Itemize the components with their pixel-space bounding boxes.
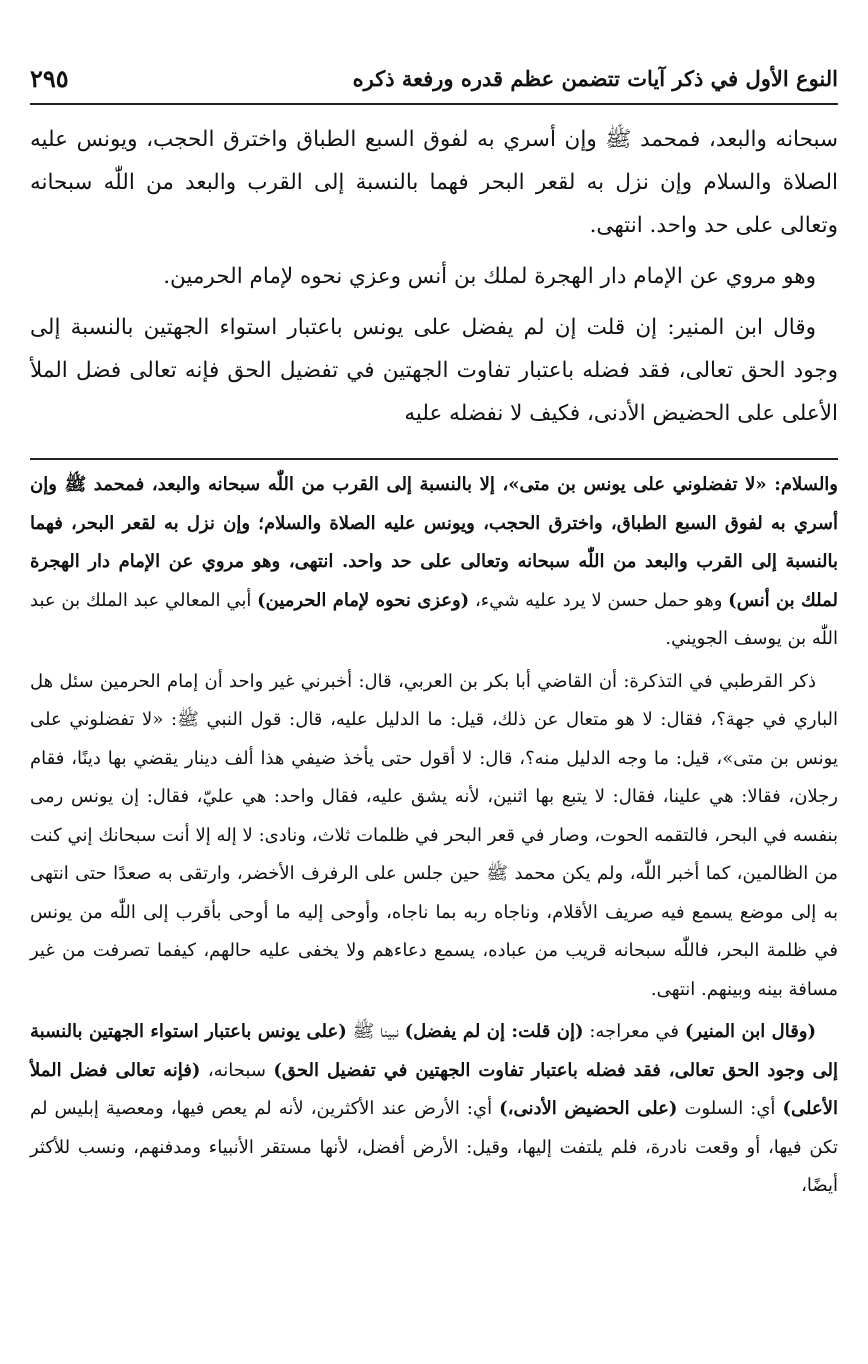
quoted-matn: (وعزى نحوه لإمام الحرمين) — [257, 589, 470, 611]
quoted-matn: (على الحضيض الأدنى،) — [499, 1098, 678, 1119]
commentary-text: سبحانه، — [200, 1059, 274, 1081]
main-paragraph: سبحانه والبعد، فمحمد ﷺ وإن أسري به لفوق السبع الطباق واخترق الحجب، ويونس عليه الصلاة والسلام وإن نزل به لقعر البحر فهما بالنسبة إلى القرب والبعد من اللّٰه سبحانه وتعالى على حد واحد. انتهى. — [30, 127, 838, 238]
commentary-block — [30, 466, 838, 1210]
quoted-matn: (على يونس باعتبار استواء الجهتين بالنسبة إلى وجود الحق تعالى، فقد فضله باعتبار تفاوت الجهتين في تفضيل الحق) — [30, 1021, 838, 1081]
commentary-text: في معراجه: — [583, 1021, 685, 1042]
commentary-text: أي: السلوت — [677, 1098, 783, 1119]
commentary-text: أي: الأرض عند الأكثرين، لأنه لم يعص فيها، ومعصية إبليس لم تكن فيها، أو وقعت نادرة، فلم يلتفت إليها، وقيل: الأرض أفضل، لأنها مستقر الأنبياء ومدفنهم، ونسب للأكثر أيضًا، — [30, 1098, 838, 1196]
main-paragraph: وهو مروي عن الإمام دار الهجرة لملك بن أنس وعزي نحوه لإمام الحرمين. — [163, 264, 816, 289]
quoted-matn: (إن قلت: إن لم يفضل) — [404, 1021, 584, 1042]
commentary-text: أبي المعالي عبد الملك بن عبد اللّٰه بن يوسف الجويني. — [30, 589, 838, 649]
running-title: النوع الأول في ذكر آيات تتضمن عظم قدره ورفعة ذكره — [352, 65, 838, 91]
quoted-matn: (وقال ابن المنير) — [684, 1021, 817, 1042]
page-number: ٢٩٥ — [30, 63, 69, 93]
header-rule — [30, 103, 838, 105]
main-text-block — [30, 118, 838, 443]
footnote-divider — [30, 458, 838, 460]
commentary-paragraph — [30, 1013, 838, 1206]
commentary-text: وهو حمل حسن لا يرد عليه شيء، — [469, 589, 729, 611]
quoted-matn: والسلام: «لا تفضلوني على يونس بن متى»، إلا بالنسبة إلى القرب من اللّٰه سبحانه والبعد، فمحمد ﷺ وإن أسري به لفوق السبع الطباق، واخترق الحجب، ويونس عليه الصلاة والسلام؛ وإن نزل به لقعر البحر، فهما بالنسبة إلى القرب والبعد من اللّٰه سبحانه وتعالى على حد واحد. انتهى، وهو مروي عن الإمام دار الهجرة لملك بن أنس) — [30, 474, 838, 611]
main-paragraph: وقال ابن المنير: إن قلت إن لم يفضل على يونس باعتبار استواء الجهتين بالنسبة إلى وجود الحق تعالى، فقد فضله باعتبار تفاوت الجهتين في تفضيل الحق فإنه تعالى فضل الملأ الأعلى على الحضيض الأدنى، فكيف لا نفضله عليه — [30, 315, 838, 426]
commentary-paragraph: ذكر القرطبي في التذكرة: أن القاضي أبا بكر بن العربي، قال: أخبرني غير واحد أن إمام الحرمين سئل هل الباري في جهة؟، فقال: لا هو متعال عن ذلك، قيل: ما الدليل عليه، قال: قول النبي ﷺ: «لا تفضلوني على يونس بن متى»، قيل: ما وجه الدليل منه؟، قال: لا أقول حتى يأخذ ضيفي هذا ألف دينار يقضي بها دينًا، فقام رجلان، فقالا: هي علينا، فقال: لا يتبع بها اثنين، لأنه يشق عليه، فقال واحد: هي عليّ، فقال: إن يونس رمى بنفسه في البحر، فالتقمه الحوت، وصار في قعر البحر في ظلمات ثلاث، ونادى: لا إله إلا أنت سبحانك إني كنت من الظالمين، كما أخبر اللّٰه، ولم يكن محمد ﷺ حين جلس على الرفرف الأخضر، وارتقى به صعدًا حتى انتهى به إلى موضع يسمع فيه صريف الأقلام، وناجاه ربه بما ناجاه، وأوحى إليه ما أوحى بأقرب إلى اللّٰه من يونس في ظلمة البحر، فاللّٰه سبحانه قريب من عباده، يسمع دعاءهم ولا يخفى عليه حالهم، كيفما تصرفت من غير مسافة بينه وبينهم. انتهى. — [30, 670, 838, 1000]
commentary-text: نبينا ﷺ — [346, 1021, 405, 1042]
quoted-matn: (فإنه تعالى فضل الملأ الأعلى) — [30, 1059, 838, 1119]
commentary-paragraph — [30, 466, 838, 659]
running-header — [30, 58, 838, 98]
